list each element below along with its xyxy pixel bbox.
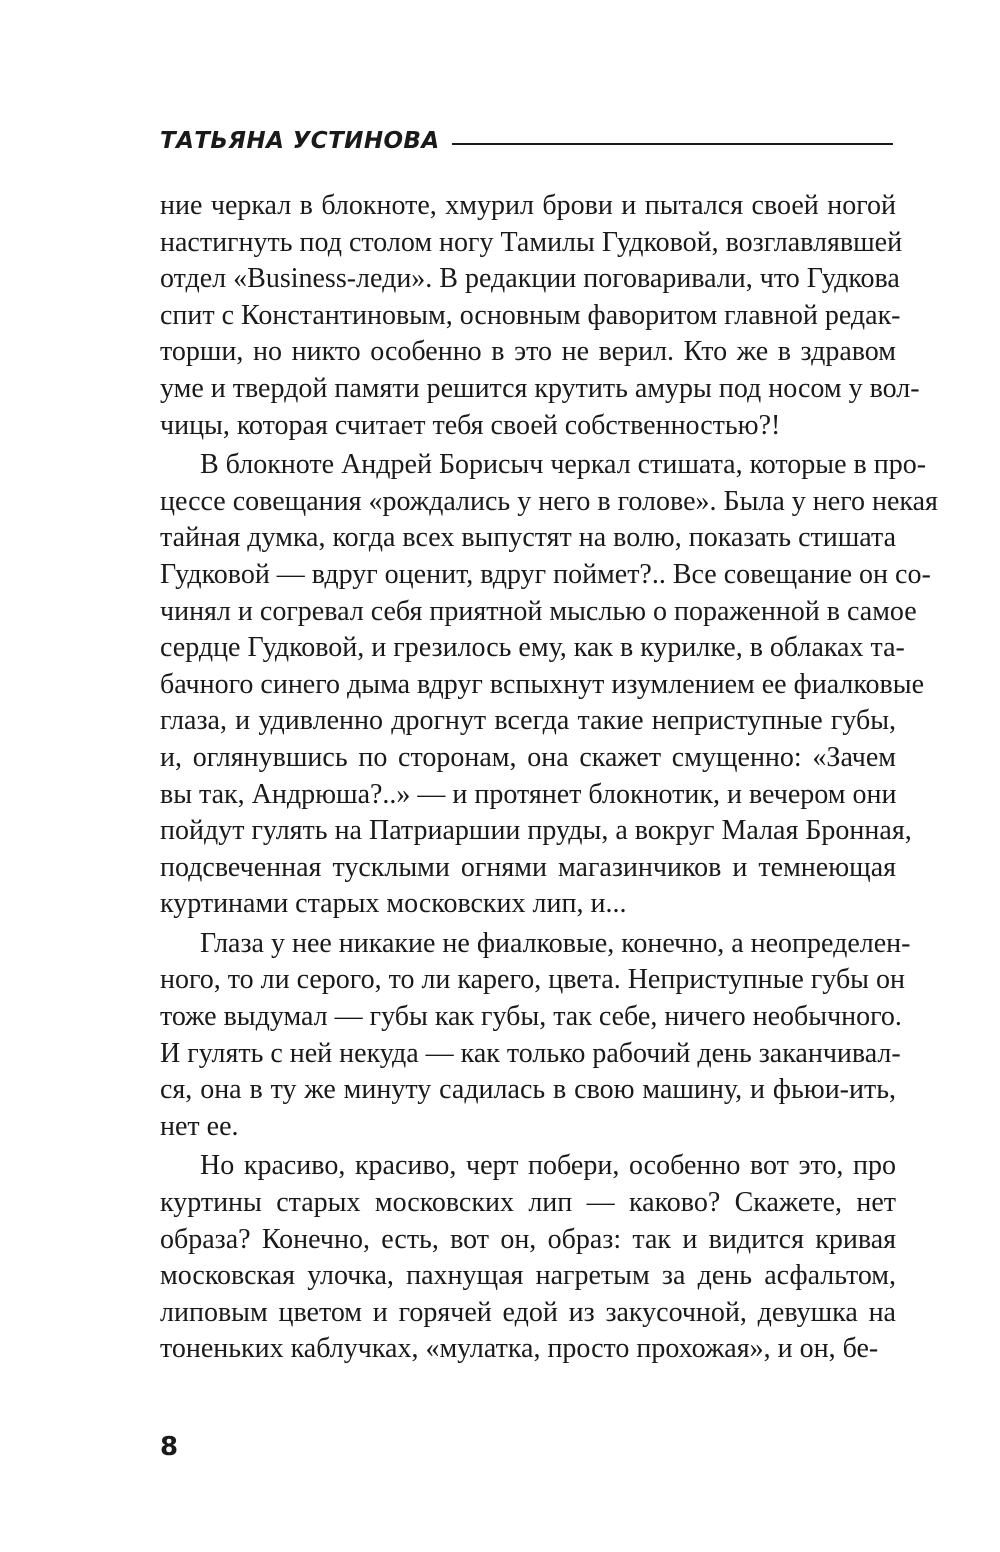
text-line: бачного синего дыма вдруг вспыхнут изумлением ее фиалковые xyxy=(160,668,925,700)
text-line: ного, то ли серого, то ли карего, цвета. Неприступные губы он xyxy=(160,964,905,996)
author-name: ТАТЬЯНА УСТИНОВА xyxy=(160,128,440,154)
text-line: тоненьких каблучках, «мулатка, просто прохожая», и он, бе- xyxy=(160,1333,879,1365)
running-header xyxy=(160,123,893,159)
text-line: вы так, Андрюша?..» — и протянет блокнотик, и вечером они xyxy=(160,778,897,810)
text-line: тайная думка, когда всех выпустят на волю, показать стишата xyxy=(160,522,896,554)
text-line: тоже выдумал — губы как губы, так себе, ничего необычного. xyxy=(160,1001,902,1033)
text-line: ние черкал в блокноте, хмурил брови и пытался своей ногой xyxy=(160,190,896,221)
text-line: куртинами старых московских лип, и... xyxy=(160,888,627,920)
text-line: уме и твердой памяти решится крутить амуры под носом у вол- xyxy=(160,372,920,404)
text-line: Глаза у нее никакие не фиалковые, конечно, а неопределен- xyxy=(200,927,911,959)
text-line: чинял и согревал себя приятной мыслью о пораженной в самое xyxy=(160,595,917,627)
paragraph xyxy=(160,188,920,444)
text-line: ся, она в ту же минуту садилась в свою машину, и фьюи-ить, xyxy=(160,1074,896,1106)
text-line: и, оглянувшись по сторонам, она скажет смущенно: «Зачем xyxy=(160,741,896,773)
text-line: цессе совещания «рождались у него в голове». Была у него некая xyxy=(160,485,938,517)
paragraph xyxy=(160,447,938,923)
text-line: чицы, которая считает тебя своей собственностью?! xyxy=(160,409,781,441)
text-line: отдел «Business-леди». В редакции поговаривали, что Гудкова xyxy=(160,263,900,295)
text-line: подсвеченная тусклыми огнями магазинчиков и темнеющая xyxy=(160,851,896,883)
text-line: московская улочка, пахнущая нагретым за день асфальтом, xyxy=(160,1260,896,1292)
text-line: торши, но никто особенно в это не верил. Кто же в здравом xyxy=(160,336,896,368)
text-line: Но красиво, красиво, черт побери, особенно вот это, про xyxy=(200,1150,896,1182)
text-line: спит с Константиновым, основным фаворитом главной редак- xyxy=(160,299,901,331)
text-line: настигнуть под столом ногу Тамилы Гудковой, возглавлявшей xyxy=(160,226,903,258)
text-line: глаза, и удивленно дрогнут всегда такие неприступные губы, xyxy=(160,705,896,737)
paragraph xyxy=(160,1148,896,1368)
text-line: И гулять с ней некуда — как только рабочий день заканчивал- xyxy=(160,1037,901,1069)
text-line: пойдут гулять на Патриаршии пруды, а вокруг Малая Бронная, xyxy=(160,815,912,847)
header-rule xyxy=(452,143,893,145)
text-line: нет ее. xyxy=(160,1110,239,1142)
paragraph xyxy=(160,926,911,1146)
text-line: сердце Гудковой, и грезилось ему, как в курилке, в облаках та- xyxy=(160,632,905,664)
text-line: Гудковой — вдруг оценит, вдруг поймет?.. Все совещание он со- xyxy=(160,558,931,590)
text-line: образа? Конечно, есть, вот он, образ: так и видится кривая xyxy=(160,1223,896,1255)
text-line: куртины старых московских лип — каково? Скажете, нет xyxy=(160,1187,896,1219)
body-text xyxy=(160,188,938,1371)
text-line: В блокноте Андрей Борисыч черкал стишата, которые в про- xyxy=(200,449,927,481)
text-line: липовым цветом и горячей едой из закусочной, девушка на xyxy=(160,1296,896,1328)
page-number: 8 xyxy=(160,1432,179,1462)
